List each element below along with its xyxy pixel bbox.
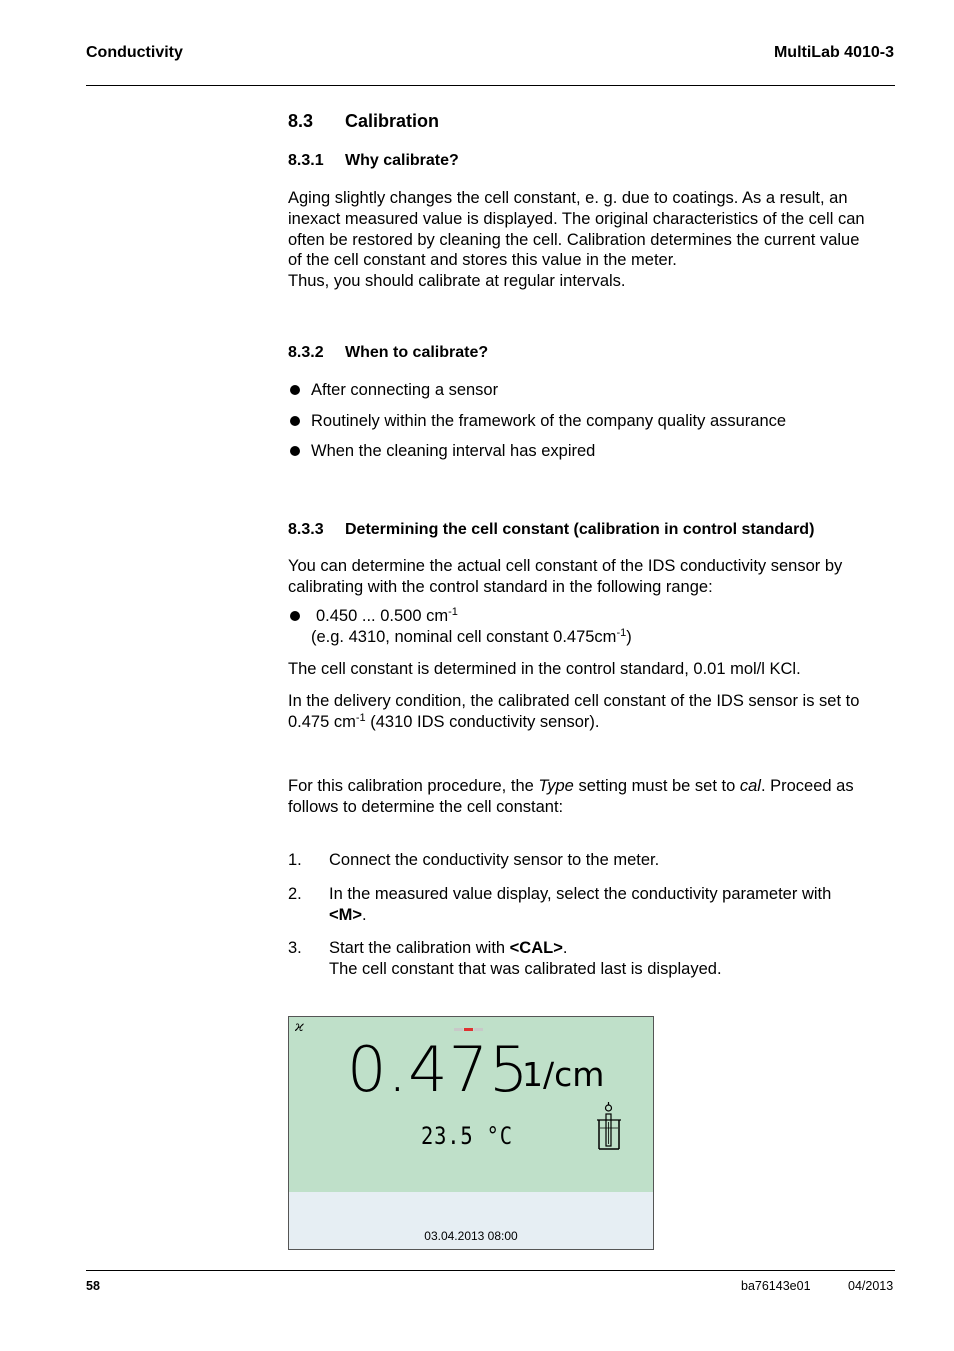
text-span: In the measured value display, select the conductivity parameter with	[329, 885, 832, 903]
text-span: setting must be set to	[573, 777, 740, 795]
step-3	[288, 938, 908, 982]
section-number: 8.3	[288, 111, 314, 131]
step-1	[288, 850, 908, 872]
list-item-text: When the cleaning interval has expired	[311, 442, 596, 460]
text-line: Aging slightly changes the cell constant, e. g. due to coatings. As a result, an	[288, 189, 848, 207]
example-text-end: )	[626, 628, 632, 646]
subsection-title: Why calibrate?	[345, 152, 459, 169]
key-label: <M>	[329, 905, 363, 924]
text-line: often be restored by cleaning the cell. Calibration determines the current value	[288, 230, 860, 249]
exponent: -1	[448, 606, 458, 618]
exponent: -1	[616, 627, 627, 639]
subsection-title: When to calibrate?	[345, 344, 489, 361]
display-datetime: 03.04.2013 08:00	[424, 1229, 518, 1243]
subsection-title: Determining the cell constant (calibration in control standard)	[345, 521, 815, 538]
page-number: 58	[86, 1279, 100, 1293]
section-title: Calibration	[345, 111, 440, 131]
text-line: follows to determine the cell constant:	[288, 797, 564, 816]
text-span: (4310 IDS conductivity sensor).	[365, 712, 600, 731]
meter-display	[288, 1016, 654, 1250]
step-text	[329, 938, 899, 980]
why-paragraph	[288, 188, 898, 292]
indicator	[474, 1028, 483, 1031]
bullet-icon	[290, 416, 300, 426]
step-number: 1.	[288, 851, 302, 869]
bullet-icon	[290, 446, 300, 456]
list-item-text: Routinely within the framework of the company quality assurance	[311, 412, 787, 430]
range-text: 0.450 ... 0.500 cm	[316, 607, 449, 625]
step-text: Connect the conductivity sensor to the meter.	[329, 851, 660, 869]
example-text: (e.g. 4310, nominal cell constant 0.475cm	[311, 628, 617, 646]
subsection-number: 8.3.1	[288, 152, 324, 169]
running-header-right: MultiLab 4010-3	[773, 44, 894, 61]
document-date: 04/2013	[848, 1279, 894, 1293]
text-span: The cell constant that was calibrated last is displayed.	[329, 959, 722, 978]
intro-paragraph	[288, 556, 898, 598]
text-span: . Proceed as	[760, 777, 854, 795]
procedure-paragraph	[288, 776, 898, 818]
subsection-heading-why	[288, 152, 459, 170]
subsection-heading-determine	[288, 521, 814, 539]
control-standard-text: The cell constant is determined in the control standard, 0.01 mol/l KCl.	[288, 660, 801, 678]
text-line: calibrating with the control standard in the following range:	[288, 577, 713, 596]
beaker-icon	[597, 1102, 623, 1152]
subsection-heading-when	[288, 344, 488, 362]
step-number: 2.	[288, 885, 302, 903]
text-span: For this calibration procedure, the	[288, 777, 539, 795]
section-heading	[288, 111, 439, 132]
text-span: .	[362, 905, 367, 924]
text-line: You can determine the actual cell constant of the IDS conductivity sensor by	[288, 557, 843, 575]
step-number: 3.	[288, 939, 302, 957]
key-label: <CAL>	[509, 939, 563, 957]
indicator-active	[464, 1028, 473, 1031]
text-line: inexact measured value is displayed. The original characteristics of the cell can	[288, 209, 865, 228]
display-screen	[289, 1017, 653, 1192]
indicator	[454, 1028, 463, 1031]
subsection-number: 8.3.3	[288, 521, 324, 538]
setting-name: Type	[538, 777, 574, 795]
text-span: 0.475 cm	[288, 712, 356, 731]
conductivity-parameter-icon: ϰ	[295, 1019, 304, 1035]
step-text	[329, 884, 899, 926]
list-item	[311, 411, 786, 431]
document-id: ba76143e01	[741, 1279, 811, 1293]
text-line: of the cell constant and stores this value in the meter.	[288, 251, 677, 270]
setting-value: cal	[739, 777, 761, 795]
measured-value: 0.475	[347, 1033, 530, 1106]
exponent: -1	[355, 711, 366, 724]
header-rule	[86, 85, 895, 86]
subsection-number: 8.3.2	[288, 344, 324, 361]
text-line: Thus, you should calibrate at regular intervals.	[288, 272, 626, 291]
step-2	[288, 884, 908, 928]
temperature-value: 23.5 °C	[421, 1122, 513, 1150]
running-header-left: Conductivity	[86, 44, 183, 61]
footer-rule	[86, 1270, 895, 1271]
list-item	[311, 380, 498, 400]
text-span: Start the calibration with	[329, 939, 510, 957]
text-span: .	[562, 939, 568, 957]
list-item	[311, 441, 595, 461]
range-list-item	[311, 606, 632, 647]
bullet-icon	[290, 611, 300, 621]
delivery-paragraph	[288, 691, 898, 733]
measured-unit: 1/cm	[522, 1055, 605, 1094]
list-item-text: After connecting a sensor	[311, 381, 499, 399]
bullet-icon	[290, 385, 300, 395]
text-line: In the delivery condition, the calibrated cell constant of the IDS sensor is set to	[288, 692, 860, 710]
